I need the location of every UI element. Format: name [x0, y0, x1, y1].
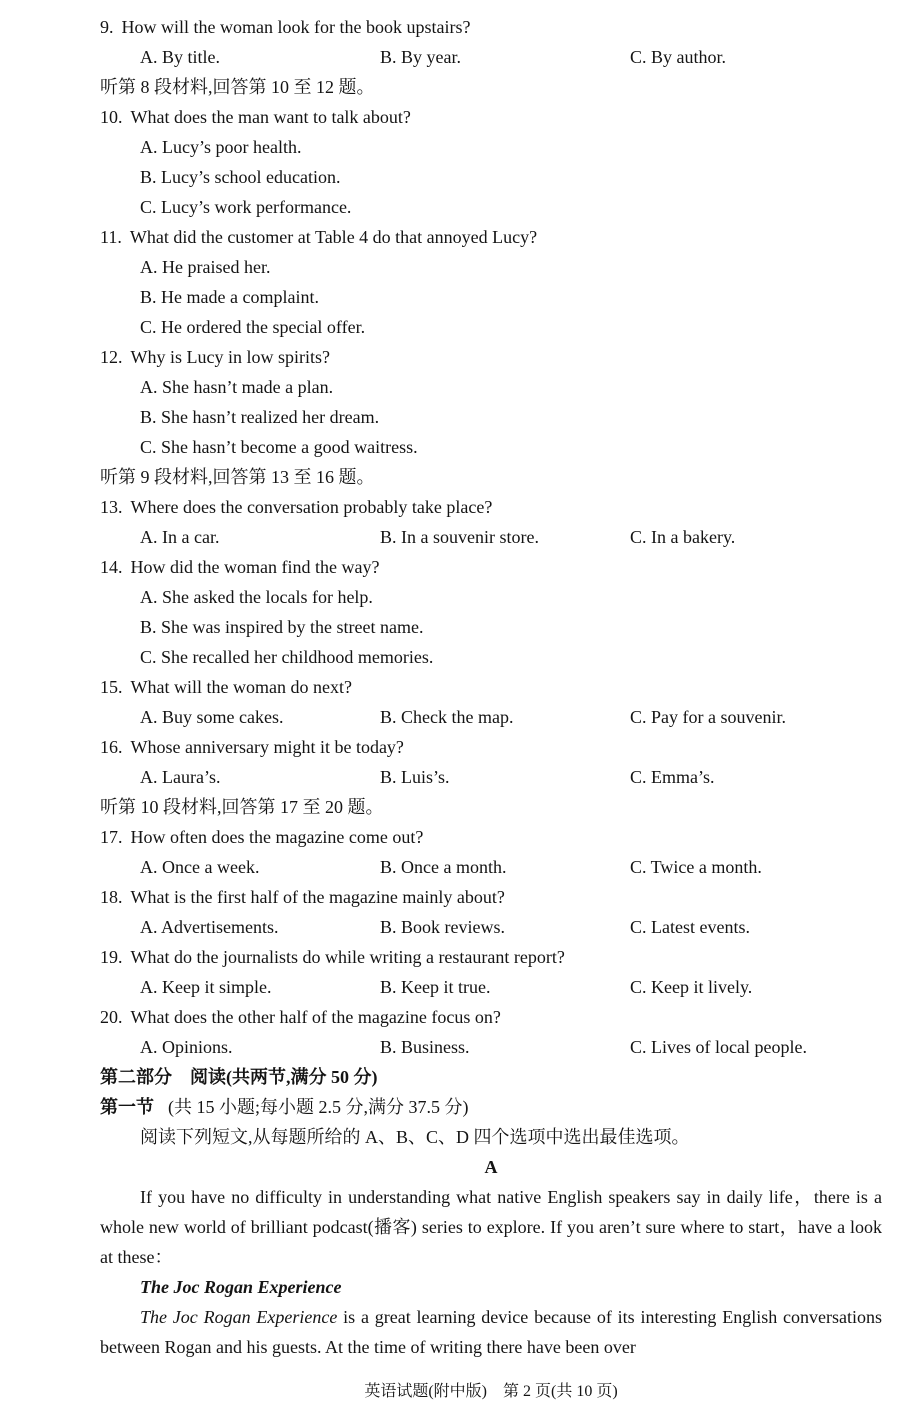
option: A. Opinions.: [140, 1037, 233, 1057]
question-number: 17.: [100, 827, 123, 847]
option: A. Lucy’s poor health.: [140, 137, 302, 157]
option: A. She hasn’t made a plan.: [140, 377, 334, 397]
option: B. He made a complaint.: [140, 287, 319, 307]
option: C. Twice a month.: [630, 857, 762, 877]
options-row: [100, 762, 882, 792]
option: C. She hasn’t become a good waitress.: [140, 437, 418, 457]
question-stem: Whose anniversary might it be today?: [130, 737, 404, 757]
question-stem-line: [100, 12, 882, 42]
question-15: [100, 672, 882, 732]
options-row: [100, 522, 882, 552]
option: B. Book reviews.: [380, 917, 505, 937]
option: A. Advertisements.: [140, 917, 279, 937]
question-stem: How often does the magazine come out?: [130, 827, 424, 847]
question-stem-line: [100, 882, 882, 912]
options-row: [100, 912, 882, 942]
option: A. Buy some cakes.: [140, 707, 284, 727]
question-stem-line: [100, 222, 882, 252]
question-number: 16.: [100, 737, 123, 757]
question-number: 11.: [100, 227, 122, 247]
option: B. Once a month.: [380, 857, 507, 877]
passage-paragraph-2: [100, 1302, 882, 1362]
option: C. She recalled her childhood memories.: [140, 647, 434, 667]
question-stem: What does the man want to talk about?: [130, 107, 411, 127]
option: B. Check the map.: [380, 707, 514, 727]
listening-questions: [100, 12, 882, 1062]
question-13: [100, 492, 882, 552]
option: B. Luis’s.: [380, 767, 450, 787]
option: C. Lucy’s work performance.: [140, 197, 352, 217]
section1-heading: [100, 1092, 882, 1122]
question-stem: How did the woman find the way?: [130, 557, 380, 577]
question-stem-line: [100, 822, 882, 852]
question-stem: What did the customer at Table 4 do that annoyed Lucy?: [129, 227, 538, 247]
options-row: [100, 42, 882, 72]
page-footer: 英语试题(附中版) 第 2 页(共 10 页): [364, 1383, 618, 1400]
question-number: 10.: [100, 107, 123, 127]
question-number: 18.: [100, 887, 123, 907]
question-16: [100, 732, 882, 792]
material-header: 听第 10 段材料,回答第 17 至 20 题。: [100, 797, 384, 817]
option: A. In a car.: [140, 527, 220, 547]
option: B. By year.: [380, 47, 461, 67]
option: A. She asked the locals for help.: [140, 587, 373, 607]
option: B. In a souvenir store.: [380, 527, 539, 547]
question-number: 14.: [100, 557, 123, 577]
option: C. In a bakery.: [630, 527, 736, 547]
option: C. Keep it lively.: [630, 977, 753, 997]
option: C. By author.: [630, 47, 727, 67]
question-stem: Where does the conversation probably take place?: [130, 497, 493, 517]
options-row: [100, 852, 882, 882]
options-row: [100, 702, 882, 732]
question-number: 20.: [100, 1007, 123, 1027]
part2-heading: 第二部分 阅读(共两节,满分 50 分): [100, 1067, 378, 1087]
question-stem: What is the first half of the magazine mainly about?: [130, 887, 505, 907]
option: C. Emma’s.: [630, 767, 715, 787]
option: A. Laura’s.: [140, 767, 221, 787]
question-stem: What does the other half of the magazine focus on?: [130, 1007, 501, 1027]
option: A. Keep it simple.: [140, 977, 272, 997]
podcast-title-inline: The Joc Rogan Experience: [140, 1307, 338, 1327]
material-header: 听第 8 段材料,回答第 10 至 12 题。: [100, 77, 375, 97]
passage-paragraph-1: If you have no difficulty in understanding what native English speakers say in daily life，there is a whole new world of brilliant podcast(播客) series to explore. If you aren’t sure where to start，have a look at these：: [100, 1187, 882, 1267]
options-row: [100, 1032, 882, 1062]
reading-instruction: 阅读下列短文,从每题所给的 A、B、C、D 四个选项中选出最佳选项。: [140, 1127, 690, 1147]
question-12: [100, 342, 882, 462]
question-stem-line: [100, 342, 882, 372]
option: A. Once a week.: [140, 857, 260, 877]
question-9: [100, 12, 882, 72]
section1-label: 第一节: [100, 1097, 154, 1117]
option: B. Business.: [380, 1037, 470, 1057]
question-stem-line: [100, 672, 882, 702]
passage-label: A: [484, 1157, 498, 1177]
question-10: [100, 102, 882, 222]
question-19: [100, 942, 882, 1002]
question-number: 15.: [100, 677, 123, 697]
paragraph-2-text: is a great learning device because of its interesting English conversations between Rogan and his guests. At the time of writing there have been over: [100, 1307, 883, 1357]
question-14: [100, 552, 882, 672]
question-stem: Why is Lucy in low spirits?: [130, 347, 330, 367]
options-row: [100, 972, 882, 1002]
material-header: 听第 9 段材料,回答第 13 至 16 题。: [100, 467, 375, 487]
question-stem-line: [100, 552, 882, 582]
option: C. Pay for a souvenir.: [630, 707, 786, 727]
question-stem: What do the journalists do while writing a restaurant report?: [130, 947, 565, 967]
question-stem: What will the woman do next?: [130, 677, 352, 697]
question-stem-line: [100, 732, 882, 762]
option: C. He ordered the special offer.: [140, 317, 366, 337]
question-stem-line: [100, 492, 882, 522]
question-number: 19.: [100, 947, 123, 967]
option: B. She was inspired by the street name.: [140, 617, 424, 637]
question-number: 13.: [100, 497, 123, 517]
question-11: [100, 222, 882, 342]
option: A. He praised her.: [140, 257, 271, 277]
option: B. She hasn’t realized her dream.: [140, 407, 380, 427]
section1-info: (共 15 小题;每小题 2.5 分,满分 37.5 分): [168, 1097, 469, 1117]
option: A. By title.: [140, 47, 220, 67]
question-number: 12.: [100, 347, 123, 367]
question-18: [100, 882, 882, 942]
option: C. Lives of local people.: [630, 1037, 807, 1057]
question-stem: How will the woman look for the book upstairs?: [121, 17, 471, 37]
podcast-title-heading: The Joc Rogan Experience: [140, 1277, 342, 1297]
question-20: [100, 1002, 882, 1062]
question-number: 9.: [100, 17, 114, 37]
option: C. Latest events.: [630, 917, 750, 937]
question-stem-line: [100, 942, 882, 972]
question-stem-line: [100, 102, 882, 132]
option: B. Lucy’s school education.: [140, 167, 341, 187]
question-stem-line: [100, 1002, 882, 1032]
option: B. Keep it true.: [380, 977, 491, 997]
question-17: [100, 822, 882, 882]
